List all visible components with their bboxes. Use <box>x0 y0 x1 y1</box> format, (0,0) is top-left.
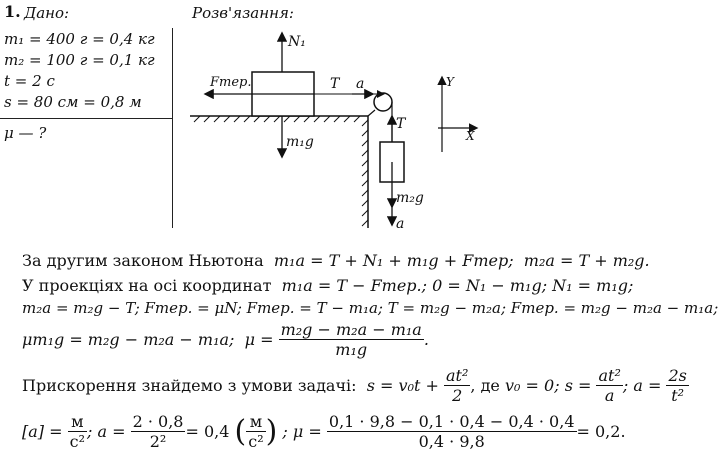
a-den: 2² <box>149 432 167 451</box>
solution-line-5 <box>22 366 689 405</box>
mu-denominator: m₁g <box>335 340 368 359</box>
label-m2g: m₂g <box>396 190 424 206</box>
line1-prefix: За другим законом Ньютона <box>22 251 264 270</box>
physics-diagram <box>180 22 500 232</box>
solution-line-1 <box>22 251 650 270</box>
a-num: 2 · 0,8 <box>132 412 184 431</box>
given-heading: Дано: <box>24 4 70 22</box>
frac-at2-a <box>596 366 622 405</box>
pulley <box>374 93 392 111</box>
line2-prefix: У проекціях на осі координат <box>22 276 272 295</box>
frac-unit-1 <box>68 412 87 451</box>
frac-3-num: 2s <box>668 366 687 385</box>
unit2-den: с² <box>248 432 264 451</box>
label-friction: Fтер. <box>210 75 252 90</box>
unit-num: м <box>68 412 87 432</box>
kinematics-eq: s = v₀t + <box>366 376 439 395</box>
frac-1-den: 2 <box>452 386 463 405</box>
mu-equation: μm₁g = m₂g − m₂a − m₁a; <box>22 330 235 349</box>
frac-2-den: a <box>604 386 615 405</box>
a-result: = 0,4 <box>185 422 230 441</box>
line5-prefix: Прискорення знайдемо з умови задачі: <box>22 376 357 395</box>
frac-mu-value <box>327 412 577 451</box>
label-T2: T <box>396 116 406 132</box>
v0-zero: v₀ = 0; <box>504 376 560 395</box>
answer-value: = 0,2. <box>576 422 626 441</box>
frac-3-den: t² <box>671 386 685 405</box>
find-line: μ — ? <box>4 124 47 142</box>
solution-line-4: μm₁g = m₂g − m₂a − m₁a; μ = $\frac{\text{m₂g − m₂a − m₁a}}{\text{m₁g}}$ . <box>22 320 429 359</box>
problem-number: 1. <box>4 2 21 21</box>
frac-a-value <box>131 412 186 451</box>
label-axis-x: X <box>466 129 475 143</box>
mu-calc: ; μ = <box>282 422 322 441</box>
mu-calc-den: 0,4 · 9,8 <box>418 432 485 451</box>
frac-1-num: at² <box>446 366 469 385</box>
frac-2s-t2 <box>666 366 688 405</box>
unit2-num: м <box>246 412 265 432</box>
a-eq: ; a = <box>622 376 662 395</box>
label-m1g: m₁g <box>286 134 314 150</box>
given-line-4: s = 80 см = 0,8 м <box>4 93 142 111</box>
given-line-2: m₂ = 100 г = 0,1 кг <box>4 51 155 69</box>
newton-eq-1: m₁a = T + N₁ + m₁g + Fтер; <box>273 251 514 270</box>
projection-eqs: m₁a = T − Fтер.; 0 = N₁ − m₁g; N₁ = m₁g; <box>281 276 634 295</box>
frac-unit-2 <box>246 412 265 451</box>
solution-line-6: [a] = $\frac{м}{\text{с²}}$ ; a = $\frac{2 \cdot 0,8}{\text{2²}}$ = 0,4 ( $\frac{м}{\text{с²}}$ ) ; μ = $\frac{0,1 \cdot 9,8 - 0,1 \cdot 0,4 - 0,4 \cdot 0,4}{0,4 \cdot 9,8}$ = 0,2. <box>22 412 626 451</box>
given-divider-vertical <box>172 28 173 228</box>
mu-calc-num: 0,1 · 9,8 − 0,1 · 0,4 − 0,4 · 0,4 <box>328 412 575 431</box>
given-line-1: m₁ = 400 г = 0,4 кг <box>4 30 155 48</box>
solution-heading: Розв'язання: <box>192 4 294 22</box>
label-T1: T <box>330 76 340 92</box>
mu-fraction <box>279 320 424 359</box>
mu-eq-label: μ = <box>244 330 274 349</box>
label-axis-y: Y <box>446 75 454 89</box>
label-a2: a <box>396 216 405 232</box>
newton-eq-2: m₂a = T + m₂g. <box>523 251 650 270</box>
unit-den: с² <box>69 432 85 451</box>
mu-numerator: m₂g − m₂a − m₁a <box>280 320 422 339</box>
given-divider-horizontal <box>0 118 173 119</box>
a-calc: ; a = <box>86 422 126 441</box>
frac-2-num: at² <box>598 366 621 385</box>
s-eq: s = <box>564 376 592 395</box>
solution-line-3: m₂a = m₂g − T; Fтер. = μN; Fтер. = T − m₁a; T = m₂g − m₂a; Fтер. = m₂g − m₂a − m₁a; <box>22 299 718 317</box>
solution-line-2 <box>22 276 633 295</box>
line5-mid: , де <box>470 376 500 395</box>
label-N1: N₁ <box>288 34 306 50</box>
given-line-3: t = 2 с <box>4 72 55 90</box>
label-a1: a <box>356 76 365 92</box>
frac-at2-2 <box>444 366 470 405</box>
unit-a: [a] = <box>22 422 63 441</box>
